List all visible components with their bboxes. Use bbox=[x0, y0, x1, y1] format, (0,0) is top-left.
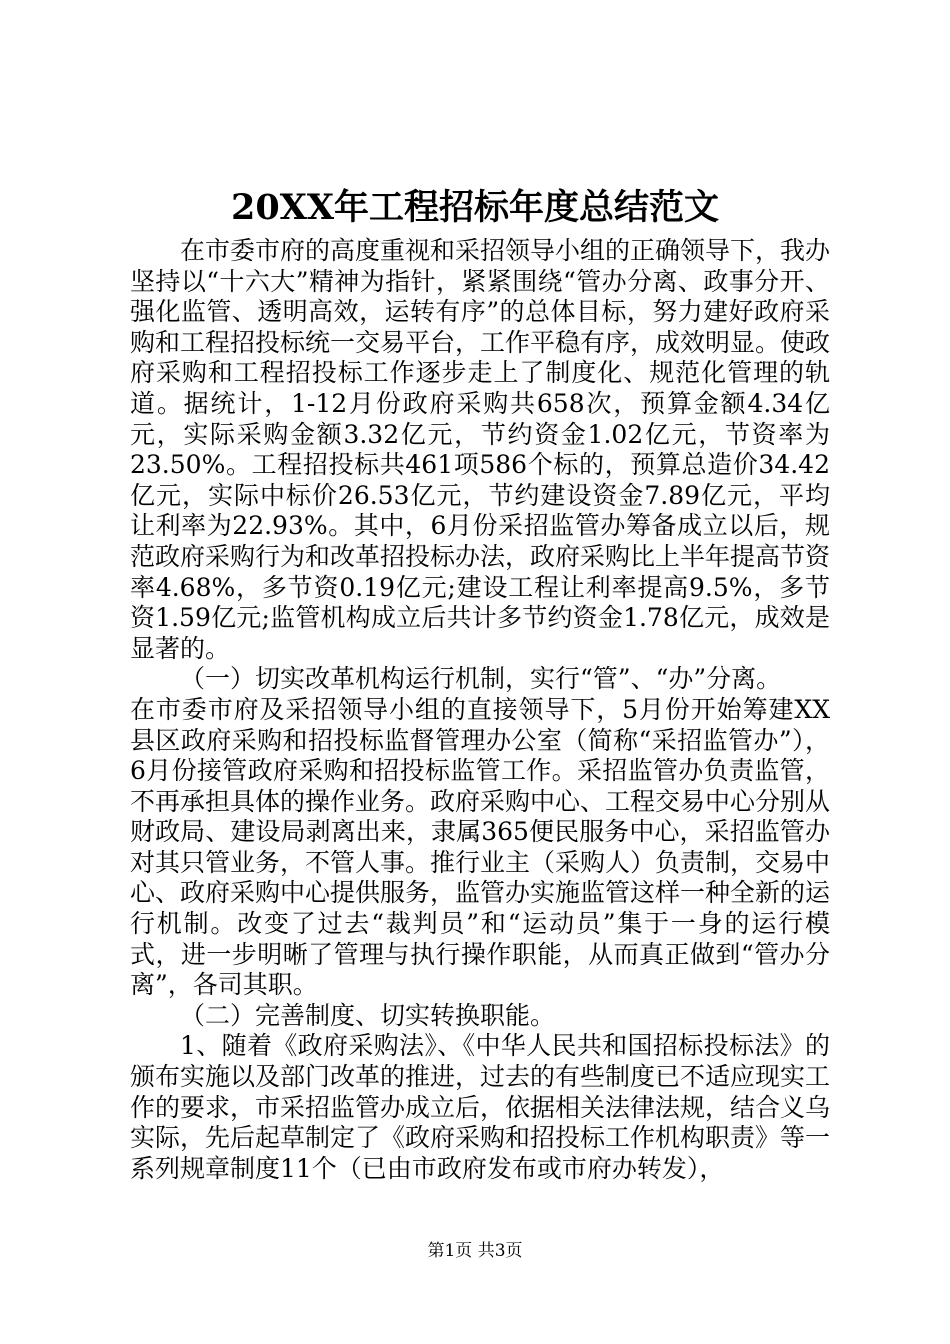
section-heading-2: （二）完善制度、切实转换职能。 bbox=[180, 1000, 556, 1030]
paragraph-intro: 在市委市府的高度重视和采招领导小组的正确领导下，我办坚持以“十六大”精神为指针，紧紧围绕“管办分离、政事分开、强化监管、透明高效，运转有序”的总体目标，努力建好政府采购和工程招投标统一交易平台，工作平稳有序，成效明显。使政府采购和工程招投标工作逐步走上了制度化、规范化管理的轨道。据统计，1-12月份政府采购共658次，预算金额4.34亿元，实际采购金额3.32亿元，节约资金1.02亿元，节资率为23.50%。工程招投标共461项586个标的，预算总造价34.42亿元，实际中标价26.53亿元，节约建设资金7.89亿元，平均让利率为22.93%。其中，6月份采招监管办筹备成立以后，规范政府采购行为和改革招投标办法，政府采购比上半年提高节资率4.68%，多节资0.19亿元;建设工程让利率提高9.5%，多节资1.59亿元;监管机构成立后共计多节约资金1.78亿元，成效是显著的。 bbox=[130, 236, 831, 663]
document-title: 20XX年工程招标年度总结范文 bbox=[230, 187, 720, 228]
document-body bbox=[130, 236, 830, 1184]
section-heading-1: （一）切实改革机构运行机制，实行“管”、“办”分离。 bbox=[180, 664, 782, 694]
paragraph-section-1: 在市委市府及采招领导小组的直接领导下，5月份开始筹建XX县区政府采购和招投标监督管理办公室（简称“采招监管办”），6月份接管政府采购和招投标监管工作。采招监管办负责监管，不再承担具体的操作业务。政府采购中心、工程交易中心分别从财政局、建设局剥离出来，隶属365便民服务中心，采招监管办对其只管业务，不管人事。推行业主（采购人）负责制，交易中心、政府采购中心提供服务，监管办实施监管这样一种全新的运行机制。改变了过去“裁判员”和“运动员”集于一身的运行模式，进一步明晰了管理与执行操作职能，从而真正做到“管办分离”，各司其职。 bbox=[130, 694, 831, 1000]
page-footer: 第1页 共3页 bbox=[427, 1241, 523, 1261]
paragraph-section-2-item-1: 1、随着《政府采购法》、《中华人民共和国招标投标法》的颁布实施以及部门改革的推进，过去的有些制度已不适应现实工作的要求，市采招监管办成立后，依据相关法律法规，结合义乌实际，先后起草制定了《政府采购和招投标工作机构职责》等一系列规章制度11个（已由市政府发布或市府办转发）， bbox=[130, 1031, 831, 1183]
